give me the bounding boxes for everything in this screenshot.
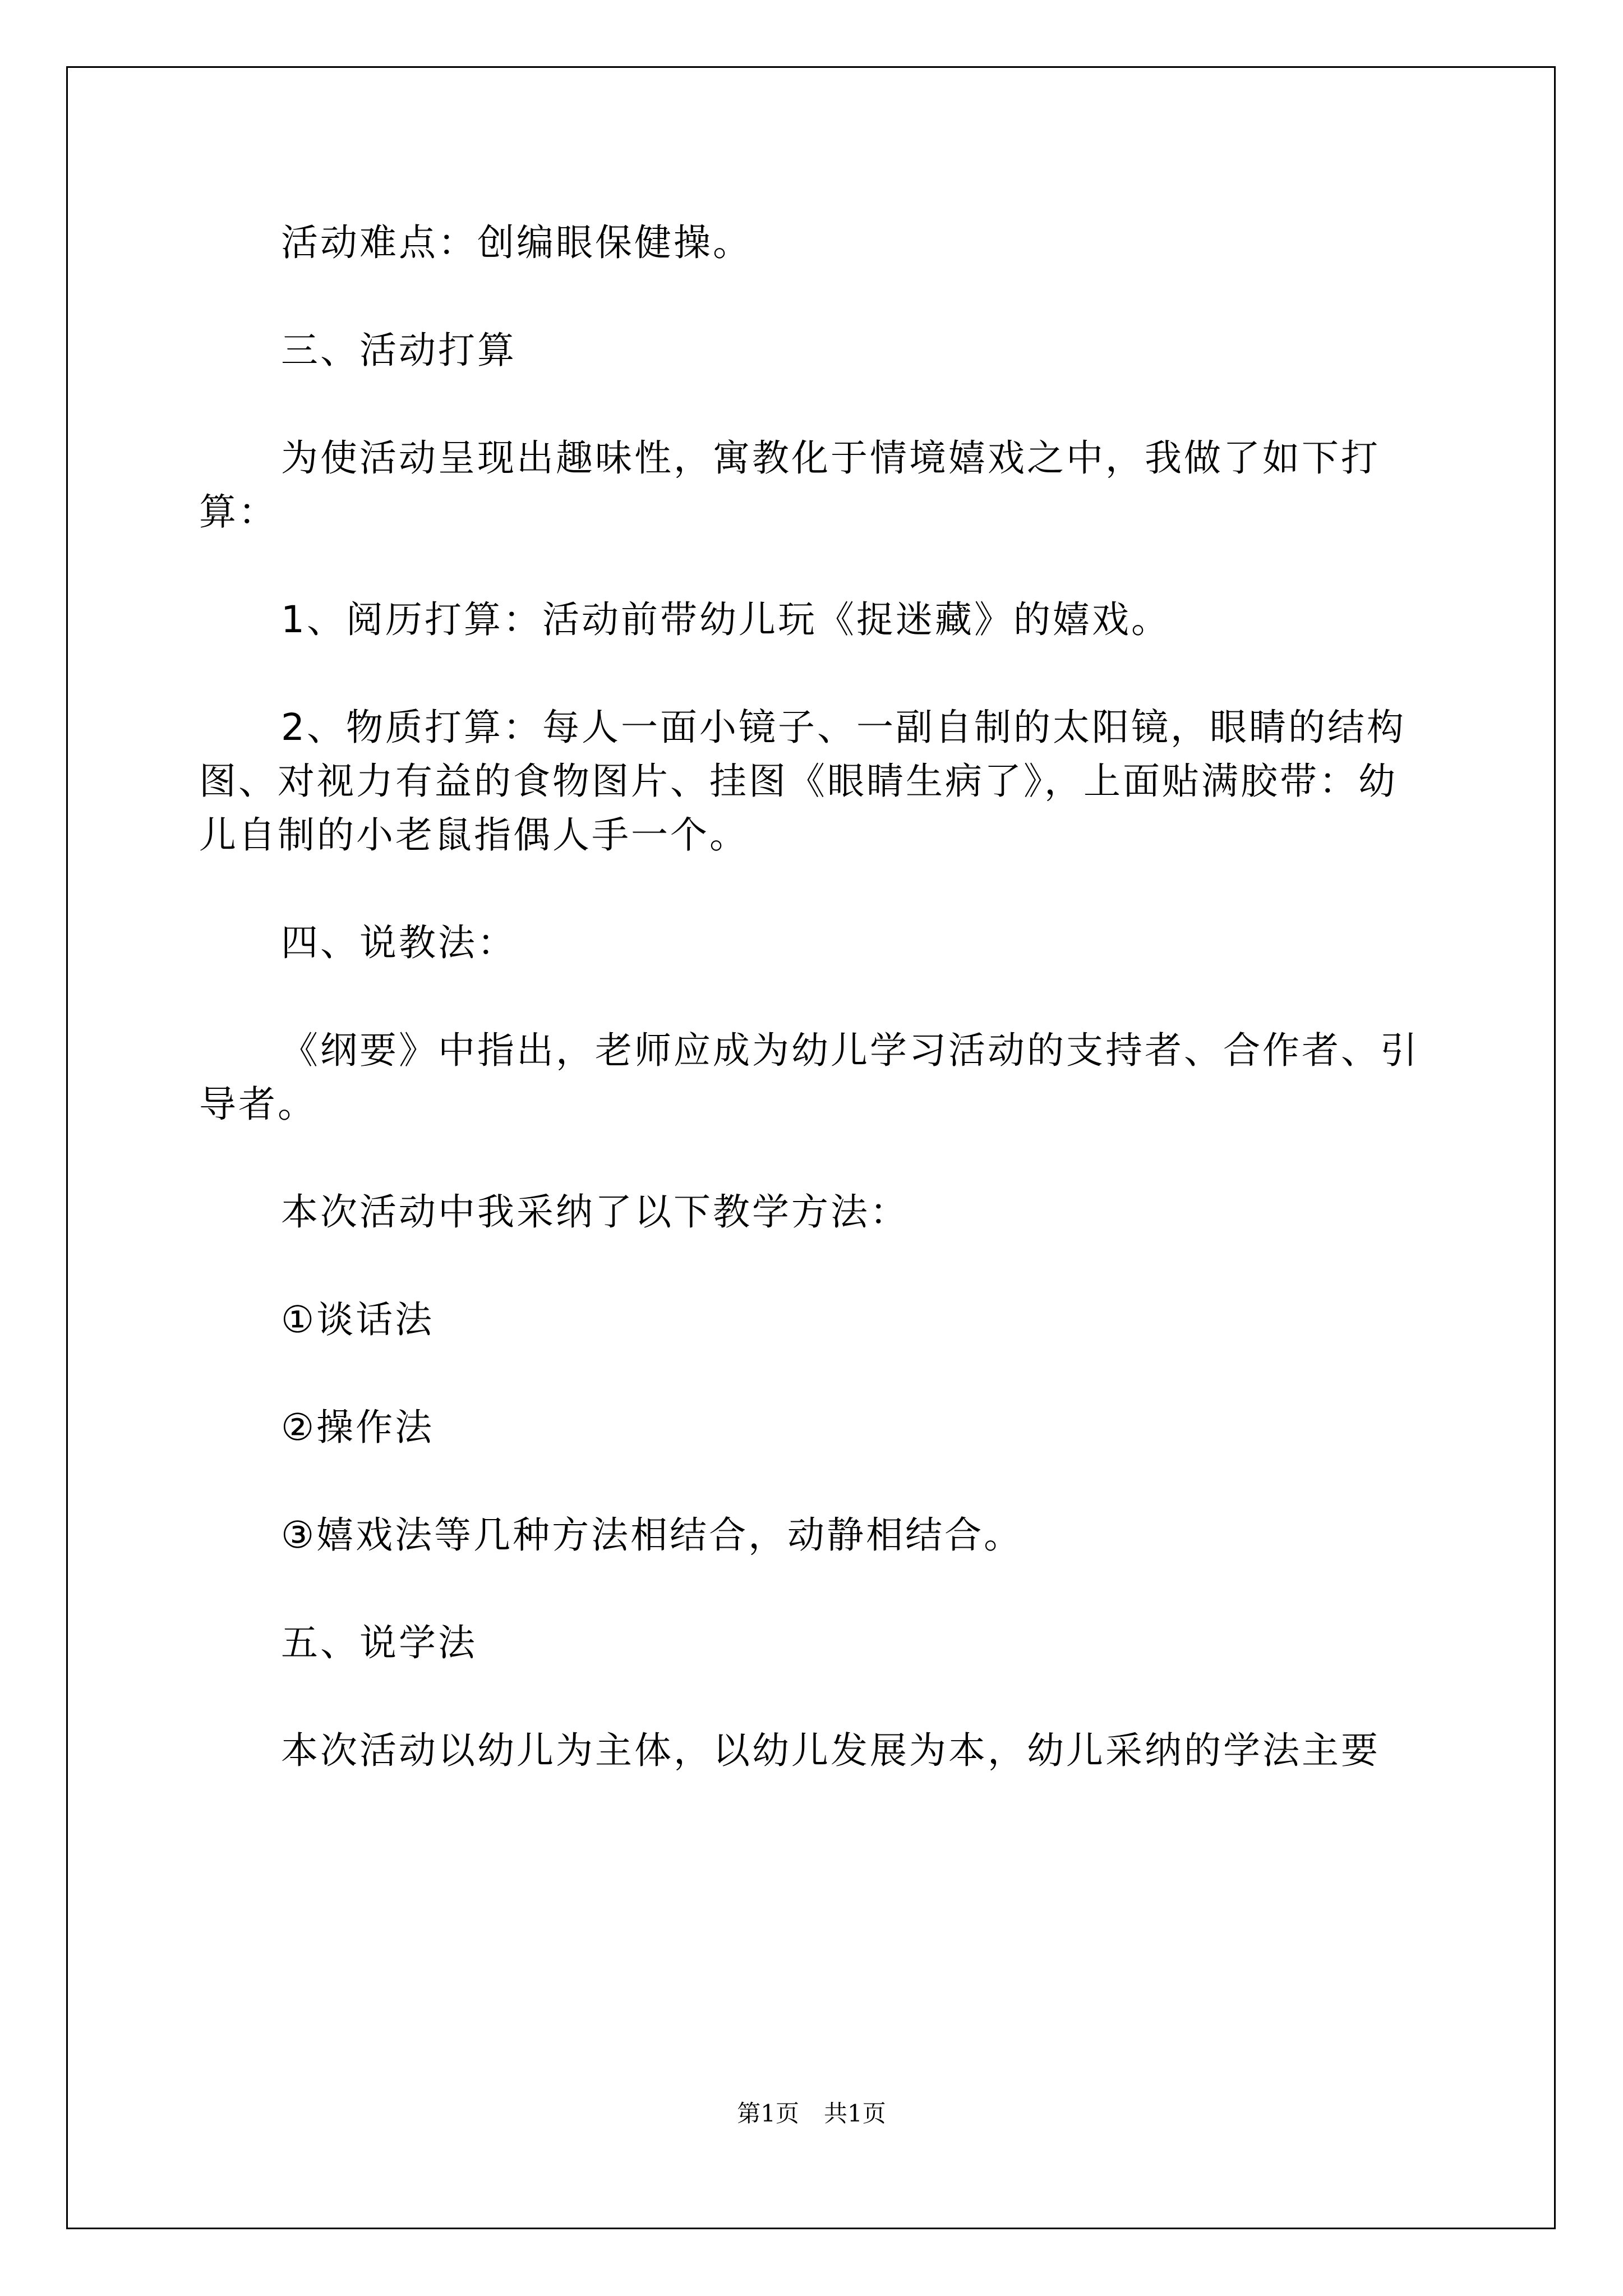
paragraph: 活动难点：创编眼保健操。 — [281, 221, 752, 264]
paragraph: 2、物质打算：每人一面小镜子、一副自制的太阳镜，眼睛的结构图、对视力有益的食物图片、挂图《眼睛生病了》，上面贴满胶带：幼儿自制的小老鼠指偶人手一个。 — [199, 706, 1406, 857]
paragraph: 为使活动呈现出趣味性，寓教化于情境嬉戏之中，我做了如下打算： — [199, 436, 1380, 533]
page-total: 共1页 — [824, 2100, 886, 2127]
paragraph: 《纲要》中指出，老师应成为幼儿学习活动的支持者、合作者、引导者。 — [199, 1029, 1419, 1126]
page-number: 第1页 — [737, 2100, 799, 2127]
section-heading: 三、活动打算 — [281, 329, 517, 372]
section-heading: 五、说学法 — [281, 1621, 477, 1664]
list-item: ②操作法 — [281, 1406, 435, 1449]
paragraph: 1、阅历打算：活动前带幼儿玩《捉迷藏》的嬉戏。 — [281, 598, 1170, 641]
section-heading: 四、说教法： — [281, 921, 517, 964]
list-item: ①谈话法 — [281, 1298, 435, 1341]
list-item: ③嬉戏法等几种方法相结合，动静相结合。 — [281, 1513, 1023, 1557]
paragraph: 本次活动中我采纳了以下教学方法： — [281, 1190, 909, 1234]
page-footer — [0, 2097, 1623, 2131]
paragraph: 本次活动以幼儿为主体，以幼儿发展为本，幼儿采纳的学法主要 — [281, 1729, 1380, 1772]
document-body — [199, 216, 1433, 1832]
